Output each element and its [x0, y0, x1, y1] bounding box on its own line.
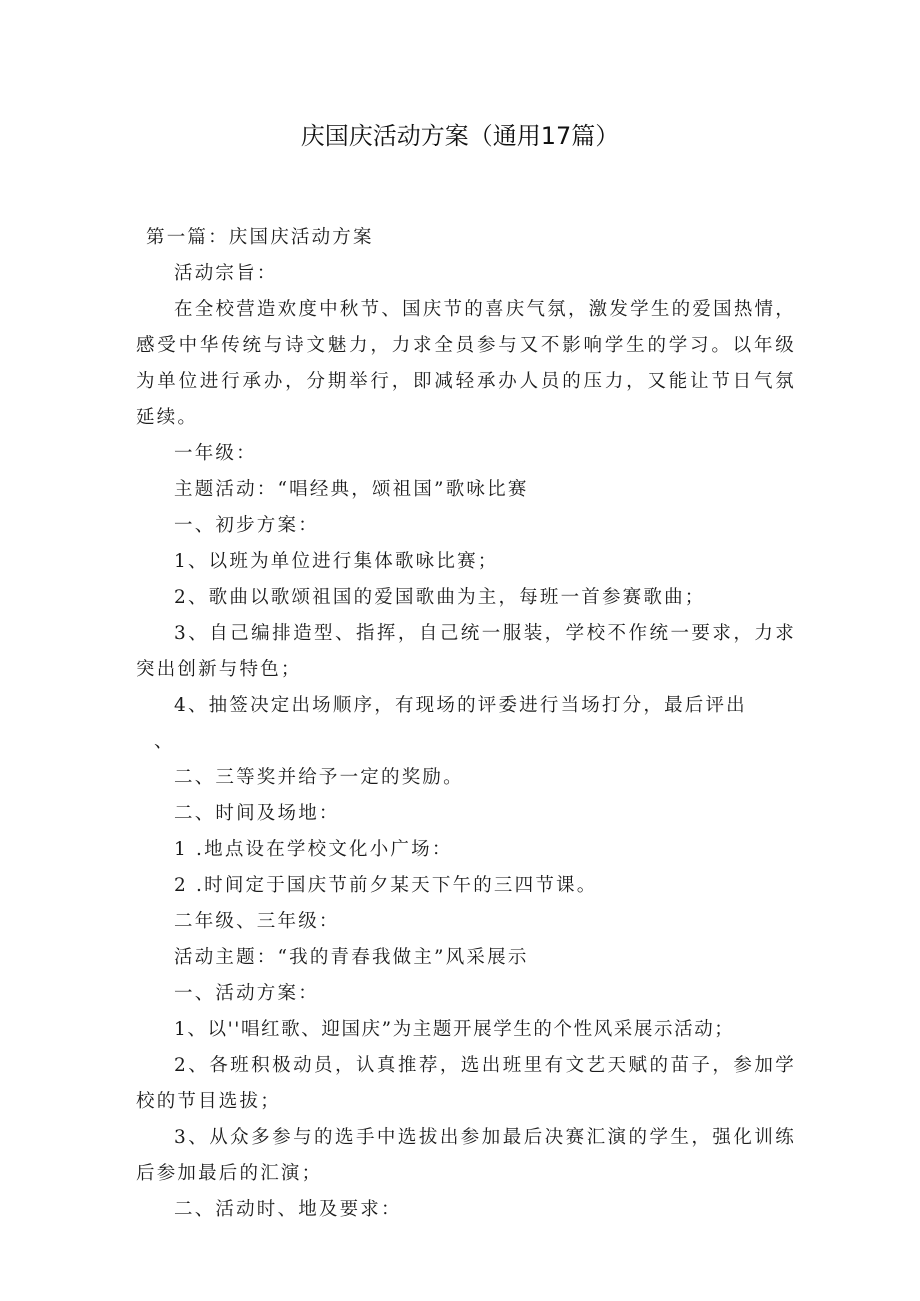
paragraph-fragment: 、 — [154, 731, 175, 752]
list-item: 2、各班积极动员，认真推荐，选出班里有文艺天赋的苗子，参加学校的节目选拔； — [136, 1055, 796, 1112]
list-item: 1 .地点设在学校文化小广场： — [174, 839, 453, 860]
paragraph: 二年级、三年级： — [174, 911, 340, 932]
list-item: 1、以''唱红歌、迎国庆”为主题开展学生的个性风采展示活动； — [174, 1019, 735, 1040]
paragraph: 一年级： — [174, 443, 257, 464]
paragraph: 二、活动时、地及要求： — [174, 1199, 402, 1220]
document-body — [136, 220, 796, 1228]
list-item: 3、从众多参与的选手中选拔出参加最后决赛汇演的学生，强化训练后参加最后的汇演； — [136, 1127, 796, 1184]
list-item: 3、自己编排造型、指挥，自己统一服装，学校不作统一要求，力求突出创新与特色； — [136, 623, 796, 680]
paragraph: 在全校营造欢度中秋节、国庆节的喜庆气氛，激发学生的爱国热情，感受中华传统与诗文魅力，力求全员参与又不影响学生的学习。以年级为单位进行承办，分期举行，即减轻承办人员的压力，又能让节日气氛延续。 — [136, 299, 796, 428]
paragraph: 一、初步方案： — [174, 515, 319, 536]
document-title: 庆国庆活动方案（通用17篇） — [300, 122, 620, 150]
paragraph: 活动宗旨： — [174, 263, 278, 284]
list-item: 2 .时间定于国庆节前夕某天下午的三四节课。 — [174, 875, 598, 896]
section-heading: 第一篇：庆国庆活动方案 — [146, 227, 374, 248]
paragraph: 活动主题：“我的青春我做主”风采展示 — [174, 947, 529, 968]
paragraph: 二、三等奖并给予一定的奖励。 — [174, 767, 464, 788]
list-item: 1、以班为单位进行集体歌咏比赛； — [174, 551, 499, 572]
list-item: 4、抽签决定出场顺序，有现场的评委进行当场打分，最后评出 — [174, 695, 747, 716]
paragraph: 一、活动方案： — [174, 983, 319, 1004]
paragraph: 主题活动：“唱经典，颂祖国”歌咏比赛 — [174, 479, 529, 500]
paragraph: 二、时间及场地： — [174, 803, 340, 824]
list-item: 2、歌曲以歌颂祖国的爱国歌曲为主，每班一首参赛歌曲； — [174, 587, 706, 608]
